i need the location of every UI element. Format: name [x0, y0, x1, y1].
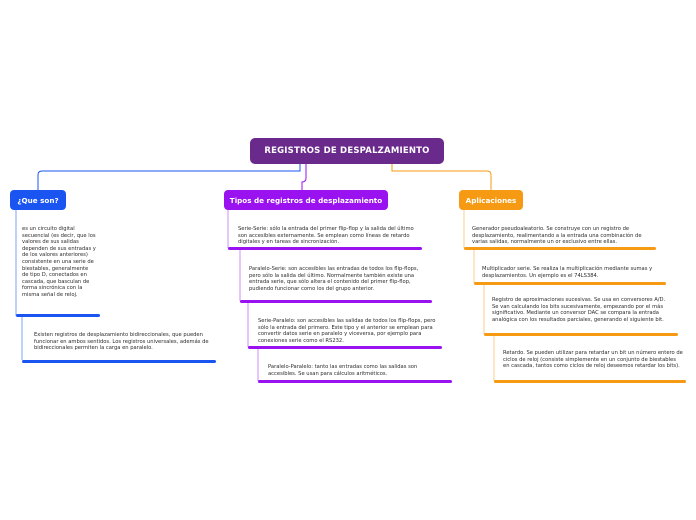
leaf-paralelo-paralelo[interactable]: Paralelo-Paralelo: tanto las entradas como las salidas son accesibles. Se usan para cálculos aritméticos.: [268, 364, 418, 377]
leaf-serie-serie[interactable]: Serie-Serie: sólo la entrada del primer flip-flop y la salida del último son accesibles externamente. Se emplean como líneas de retardo digitales y en tareas de sincronización.: [238, 226, 414, 246]
branch-que-son[interactable]: ¿Que son?: [10, 190, 66, 210]
leaf-generador[interactable]: Generador pseudoaleatorio. Se construye con un registro de desplazamiento, realimentando a la entrada una combinación de varias salidas, normalmente un or exclusivo entre ellas.: [472, 226, 642, 246]
leaf-underline: [240, 300, 432, 303]
leaf-underline: [228, 247, 422, 250]
leaf-underline: [22, 360, 216, 363]
leaf-underline: [248, 346, 442, 349]
leaf-paralelo-serie[interactable]: Paralelo-Serie: son accesibles las entradas de todos los flip-flops, pero sólo la salida del último. Normalmente también existe una entrada serie, que sólo altera el contenido del primer flip-flop, pudiendo funcionar como los del grupo anterior.: [249, 266, 419, 292]
leaf-underline: [464, 247, 656, 250]
branch-tipos[interactable]: Tipos de registros de desplazamiento: [224, 190, 388, 210]
leaf-underline: [484, 333, 678, 336]
leaf-aproximaciones[interactable]: Registro de aproximaciones sucesivas. Se usa en conversores A/D. Se van calculando los bits sucesivamente, empezando por el más significativo. Mediante un conversor DAC se compara la entrada analógica con los resultados parciales, generando el siguiente bit.: [492, 297, 666, 323]
root-topic[interactable]: REGISTROS DE DESPALZAMIENTO: [250, 138, 444, 164]
leaf-multiplicador[interactable]: Multiplicador serie. Se realiza la multiplicación mediante sumas y desplazamientos. Un ejemplo es el 74LS384.: [482, 266, 653, 279]
leaf-bidireccionales[interactable]: Existen registros de desplazamiento bidireccionales, que pueden funcionar en ambos sentidos. Los registros universales, además de bidireccionales permiten la carga en paralelo.: [34, 332, 209, 352]
leaf-underline: [258, 380, 452, 383]
branch-aplicaciones[interactable]: Aplicaciones: [459, 190, 523, 210]
leaf-definicion[interactable]: es un circuito digital secuencial (es decir, que los valores de sus salidas dependen de sus entradas y de los valores anteriores) consistente en una serie de biestables, generalmente de tipo D, conectados en cascada, que basculan de forma sincrónica con la misma señal de reloj.: [22, 226, 96, 298]
leaf-serie-paralelo[interactable]: Serie-Paralelo: son accesibles las salidas de todos los flip-flops, pero sólo la entrada del primero. Este tipo y el anterior se emplean para convertir datos serie en paralelo y viceversa, por ejemplo para conexiones serie como el RS232.: [258, 318, 436, 344]
leaf-underline: [16, 314, 100, 317]
leaf-underline: [474, 282, 666, 285]
leaf-underline: [494, 380, 686, 383]
leaf-retardo[interactable]: Retardo. Se pueden utilizar para retardar un bit un número entero de ciclos de reloj (consiste simplemente en un conjunto de biestables en cascada, tantos como ciclos de reloj deseemos retardar los bits).: [503, 350, 683, 370]
